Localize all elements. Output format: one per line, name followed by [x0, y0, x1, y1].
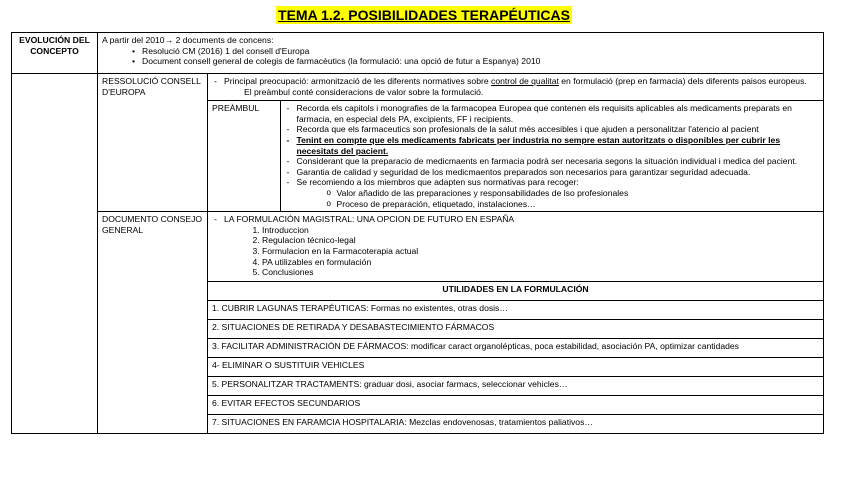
list-item: - Tenint en compte que els medicaments fabricats per industria no sempre estan autoritzats o disponibles per cubrir les necesitats del pacient. [285, 135, 820, 156]
recoger-list [297, 188, 820, 209]
empty-left-cell [12, 74, 98, 434]
table-row: 1. CUBRIR LAGUNAS TERAPÉUTICAS: Formas no existentes, otras dosis… [208, 300, 823, 319]
table-row: 5. PERSONALITZAR TRACTAMENTS: graduar dosi, asociar farmacs, seleccionar vehicles… [208, 376, 823, 395]
list-item: o Valor añadido de las preparaciones y responsabilidades de lso profesionales [327, 188, 820, 199]
documento-label: DOCUMENTO CONSEJO GENERAL [98, 212, 208, 434]
page-title: TEMA 1.2. POSIBILIDADES TERAPÉUTICAS [278, 7, 570, 23]
preambul-table [208, 100, 823, 211]
documento-heading: - LA FORMULACIÓN MAGISTRAL: UNA OPCION DE FUTURO EN ESPAÑA [212, 214, 819, 225]
concept-label: EVOLUCIÓN DEL CONCEPTO [12, 33, 98, 74]
list-item: - Garantia de calidad y seguridad de los medicmaentos preparados son necesarios para garantizar seguridad adecuada. [285, 167, 820, 178]
concept-list [102, 46, 819, 67]
concept-content [98, 33, 824, 74]
table-row: 4- ELIMINAR O SUSTITUIR VEHICLES [208, 357, 823, 376]
utilidades-table [208, 281, 823, 433]
list-item: • Resolució CM (2016) 1 del consell d'Europa [132, 46, 819, 57]
content-table [11, 32, 824, 434]
utilidades-title: UTILIDADES EN LA FORMULACIÓN [208, 281, 823, 300]
list-item: 4. PA utilizables en formulación [262, 257, 819, 268]
preambul-note: El preàmbul conté consideracions de valor sobre la formulació. [244, 86, 484, 97]
table-row: 3. FACILITAR ADMINISTRACIÓN DE FÁRMACOS: modificar caract organolépticas, poca estabilidad, asociación PA, optimizar cantidades [208, 338, 823, 357]
list-item: 5. Conclusiones [262, 267, 819, 278]
documento-row [12, 212, 824, 434]
list-item: - Recorda els capitols i monografies de la farmacopea Europea que contenen els requisits aplicables als medicaments preparats en farmacia, en especial dels PA, excipients, FF i recipients. [285, 103, 820, 124]
list-item: 1. Introduccion [262, 225, 819, 236]
concept-intro: A partir del 2010→ 2 documents de concens: [102, 35, 274, 45]
table-row: 7. SITUACIONES EN FARAMCIA HOSPITALARIA: Mezclas endovenosas, tratamientos paliativos… [208, 414, 823, 433]
list-item: 2. Regulacion técnico-legal [262, 235, 819, 246]
list-item: o Proceso de preparación, etiquetado, instalaciones… [327, 199, 820, 210]
table-row: 2. SITUACIONES DE RETIRADA Y DESABASTECIMIENTO FÁRMACOS [208, 319, 823, 338]
documento-content [208, 212, 824, 434]
list-item: • Document consell general de colegis de farmacèutics (la formulació: una opció de futur a Espanya) 2010 [132, 56, 819, 67]
preambul-content [280, 101, 823, 211]
list-item: - Considerant que la preparacio de medicmaents en farmacia podrà ser necesaria segons la situación individual i medica del pacient. [285, 156, 820, 167]
preambul-label: PREÀMBUL [208, 101, 280, 211]
list-item: - Recorda que els farmaceutics son profesionals de la salut més accesibles i que ajuden a personalitzar l'atencio al pacient [285, 124, 820, 135]
list-item: - Se recomiendo a los miembros que adapten sus normativas para recoger: o Valor añadido de las preparaciones y responsabilidades de lso profesionales o Proceso de preparación, etiquetado, instalaciones… [285, 177, 820, 209]
list-item: 3. Formulacion en la Farmacoterapia actual [262, 246, 819, 257]
resolucio-row [12, 74, 824, 212]
resolucio-content [208, 74, 824, 212]
resolucio-label: RESSOLUCIÓ CONSELL D'EUROPA [98, 74, 208, 212]
concept-row [12, 33, 824, 74]
table-row: 6. EVITAR EFECTOS SECUNDARIOS [208, 395, 823, 414]
sections-list [212, 225, 819, 278]
resolucio-main: - Principal preocupació: armonització de les diferents normatives sobre control de qualitat en formulació (prep en farmacia) dels diferents paisos europeus. [212, 76, 819, 87]
